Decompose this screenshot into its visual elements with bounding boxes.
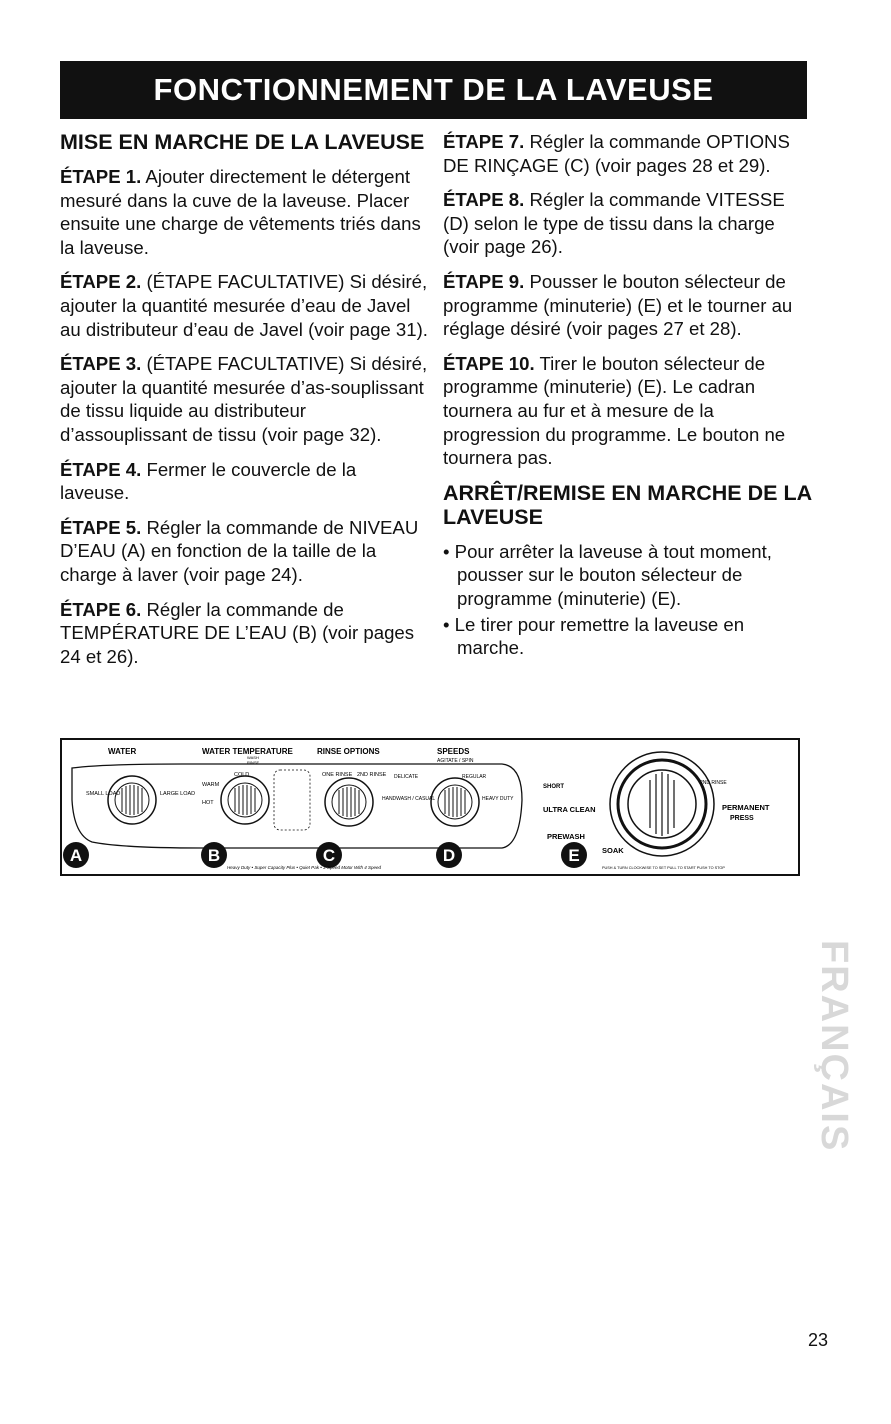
step-text: Ajouter directement le détergent mesuré dans la cuve de la laveuse. Placer ensuite une charge de vêtements triés dans la laveuse. [60,166,421,258]
control-panel-illustration [60,738,800,876]
step-1 [60,165,430,259]
panel-footer-left: Heavy Duty • Super Capacity Plus • Quiet Pak • 3-Speed Motor With 4 Speed [227,865,382,870]
badge-a [63,842,89,868]
page-number: 23 [808,1330,829,1350]
label-rinse: RINSE [247,760,260,765]
badge-b [201,842,227,868]
step-3 [60,352,430,446]
step-text: Régler la commande de NIVEAU D’EAU (A) en fonction de la taille de la charge à laver (voir page 24). [60,516,419,585]
step-text: Régler la commande OPTIONS DE RINÇAGE (C) (voir pages 28 et 29). [443,131,790,176]
section-heading-start: MISE EN MARCHE DE LA LAVEUSE [60,130,425,154]
svg-text:D: D [442,846,456,865]
step-label: ÉTAPE 4. [60,458,142,480]
step-label: ÉTAPE 3. [60,353,142,375]
step-label: ÉTAPE 5. [60,516,142,538]
bullet-restart: • Le tirer pour remettre la laveuse en marche. [443,613,745,659]
label-warm: WARM [202,782,220,788]
label-rinse-options: RINSE OPTIONS [317,747,380,756]
label-water: WATER [108,747,137,756]
step-text: Régler la commande de TEMPÉRATURE DE L’EAU (B) (voir pages 24 et 26). [60,598,415,667]
label-hot: HOT [202,800,214,806]
water-temperature-knob[interactable] [221,776,269,824]
step-9 [443,270,813,341]
label-cold: COLD [234,772,250,778]
step-text: Tirer le bouton sélecteur de programme (minuterie) (E). Le cadran tournera au fur et à mesure de la progression du programme. Le bouton ne tournera pas. [443,352,786,469]
label-soak: SOAK [602,846,624,855]
label-heavy-duty: HEAVY DUTY [482,796,514,802]
step-text: Fermer le couvercle de la laveuse. [60,458,357,504]
step-8 [443,188,813,259]
badge-d [436,842,462,868]
label-one-rinse: ONE RINSE [322,772,353,778]
side-language-tab: FRANÇAIS [813,940,855,1153]
label-prewash: PREWASH [547,832,585,841]
speeds-knob[interactable] [431,778,479,826]
label-small-load: SMALL LOAD [86,791,121,797]
panel-footer-right: PUSH & TURN CLOCKWISE TO SET PULL TO START PUSH TO STOP [602,866,725,870]
label-regular: REGULAR [462,774,487,780]
step-label: ÉTAPE 6. [60,598,142,620]
step-7 [443,130,813,177]
step-6 [60,598,430,669]
label-wash: WASH [247,755,259,760]
svg-text:B: B [207,846,221,865]
label-handwash: HANDWASH / CASUAL [382,796,436,802]
temperature-options-box [274,770,310,830]
step-label: ÉTAPE 1. [60,166,142,187]
water-level-knob[interactable] [108,776,156,824]
label-speeds: SPEEDS [437,747,470,756]
badge-e [561,842,587,868]
label-water-temperature: WATER TEMPERATURE [202,747,293,756]
bullet-stop: • Pour arrêter la laveuse à tout moment, pousser sur le bouton sélecteur de programme (minuterie) (E). [443,540,772,609]
step-text: Pousser le bouton sélecteur de programme (minuterie) (E) et le tourner au réglage désiré (voir pages 27 et 28). [443,270,793,340]
cycle-selector-knob[interactable] [610,752,714,856]
svg-text:E: E [568,846,580,865]
rinse-options-knob[interactable] [325,778,373,826]
page-banner: FONCTIONNEMENT DE LA LAVEUSE [60,61,807,119]
label-speeds-sub: AGITATE / SPIN [437,758,474,764]
step-10 [443,352,813,470]
step-4 [60,458,430,505]
label-ultra-clean: ULTRA CLEAN [543,805,596,814]
step-2 [60,270,430,341]
step-label: ÉTAPE 7. [443,131,525,152]
label-press: PRESS [730,815,754,822]
step-label: ÉTAPE 8. [443,189,525,211]
label-2nd-rinse-dial: 2ND RINSE [700,780,727,786]
step-label: ÉTAPE 9. [443,270,525,292]
label-large-load: LARGE LOAD [160,791,196,797]
svg-text:A: A [69,846,83,865]
step-label: ÉTAPE 10. [443,352,535,374]
svg-text:C: C [322,846,336,865]
label-delicate: DELICATE [394,774,419,780]
label-permanent: PERMANENT [722,803,770,812]
right-column [443,130,813,662]
step-label: ÉTAPE 2. [60,271,142,293]
section-heading-stop: ARRÊT/REMISE EN MARCHE DE LA LAVEUSE [443,480,812,529]
step-text: (ÉTAPE FACULTATIVE) Si désiré, ajouter la quantité mesurée d’as-souplissant de tissu liquide au distributeur d’assouplissant de tissu (voir page 32). [60,353,428,445]
label-2nd-rinse: 2ND RINSE [357,772,387,778]
left-column [60,130,430,679]
step-text: Régler la commande VITESSE (D) selon le type de tissu dans la charge (voir page 26). [443,189,785,258]
label-short: SHORT [543,784,564,790]
step-text: (ÉTAPE FACULTATIVE) Si désiré, ajouter la quantité mesurée d’eau de Javel au distributeur d’eau de Javel (voir page 31). [60,271,428,340]
step-5 [60,516,430,587]
